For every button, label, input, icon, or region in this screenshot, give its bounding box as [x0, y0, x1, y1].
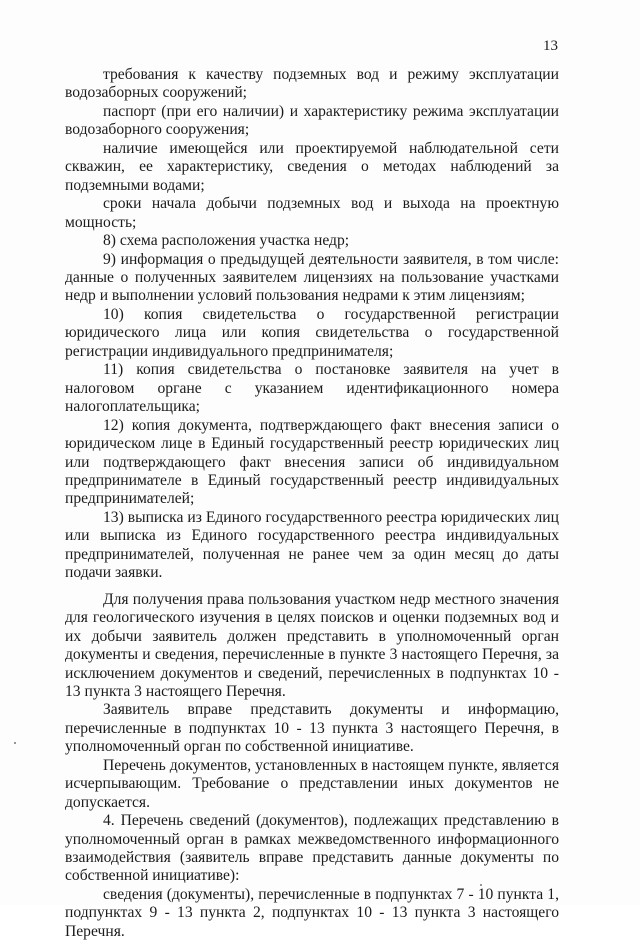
paragraph-observation-network: наличие имеющейся или проектируемой наблюдательной сети скважин, ее характеристику, сведения о методах наблюдений за подземными водами; [65, 139, 559, 194]
paragraph-water-quality: требования к качеству подземных вод и режиму эксплуатации водозаборных сооружений; [65, 66, 559, 102]
paragraph-item-12: 12) копия документа, подтверждающего факт внесения записи о юридическом лице в Единый государственный реестр юридических лиц или подтверждающего факт внесения записи об индивидуальном предпринимателе в Единый государственный реестр индивидуальных предпринимателей; [65, 416, 559, 508]
paragraph-local-subsoil-rights: Для получения права пользования участком недр местного значения для геологического изучения в целях поисков и оценки подземных вод и их добычи заявитель должен представить в уполномоченный орган документы и сведения, перечисленные в пункте 3 настоящего Перечня, за исключением документов и сведений, перечисленных в подпунктах 10 - 13 пункта 3 настоящего Перечня. [65, 590, 559, 700]
paragraph-item-8: 8) схема расположения участка недр; [103, 232, 350, 250]
paragraph-applicant-right: Заявитель вправе представить документы и информацию, перечисленные в подпунктах 10 - 13 пункта 3 настоящего Перечня, в уполномоченный орган по собственной инициативе. [65, 701, 559, 756]
scan-speck [480, 884, 482, 886]
paragraph-item-11: 11) копия свидетельства о постановке заявителя на учет в налоговом органе с указанием идентификационного номера налогоплательщика; [65, 361, 559, 416]
paragraph-item-9: 9) информация о предыдущей деятельности заявителя, в том числе: данные о полученных заявителем лицензиях на пользование участками недр и выполнении условий пользования недрами к этим лицензиям; [65, 250, 559, 305]
paragraph-exhaustive-list: Перечень документов, установленных в настоящем пункте, является исчерпывающим. Требование о представлении иных документов не допускается. [65, 756, 559, 811]
page-number: 13 [543, 38, 558, 54]
paragraph-production-start: сроки начала добычи подземных вод и выхода на проектную мощность; [65, 195, 559, 231]
paragraph-item-10: 10) копия свидетельства о государственной регистрации юридического лица или копия свидетельства о государственной регистрации индивидуального предпринимателя; [65, 305, 559, 360]
paragraph-item-4-interagency: 4. Перечень сведений (документов), подлежащих представлению в уполномоченный орган в рамках межведомственного информационного взаимодействия (заявитель вправе представить данные документы по собственной инициативе): [65, 812, 559, 885]
body-text [65, 66, 559, 941]
paragraph-passport: паспорт (при его наличии) и характеристику режима эксплуатации водозаборного сооружения; [65, 102, 559, 139]
paragraph-item-13: 13) выписка из Единого государственного реестра юридических лиц или выписка из Единого государственного реестра индивидуальных предпринимателей, полученная не ранее чем за один месяц до даты подачи заявки. [65, 508, 559, 582]
scan-speck [14, 742, 16, 744]
paragraph-referenced-documents: сведения (документы), перечисленные в подпунктах 7 - 10 пункта 1, подпунктах 9 - 13 пункта 2, подпунктах 10 - 13 пункта 3 настоящего Перечня. [65, 885, 559, 940]
